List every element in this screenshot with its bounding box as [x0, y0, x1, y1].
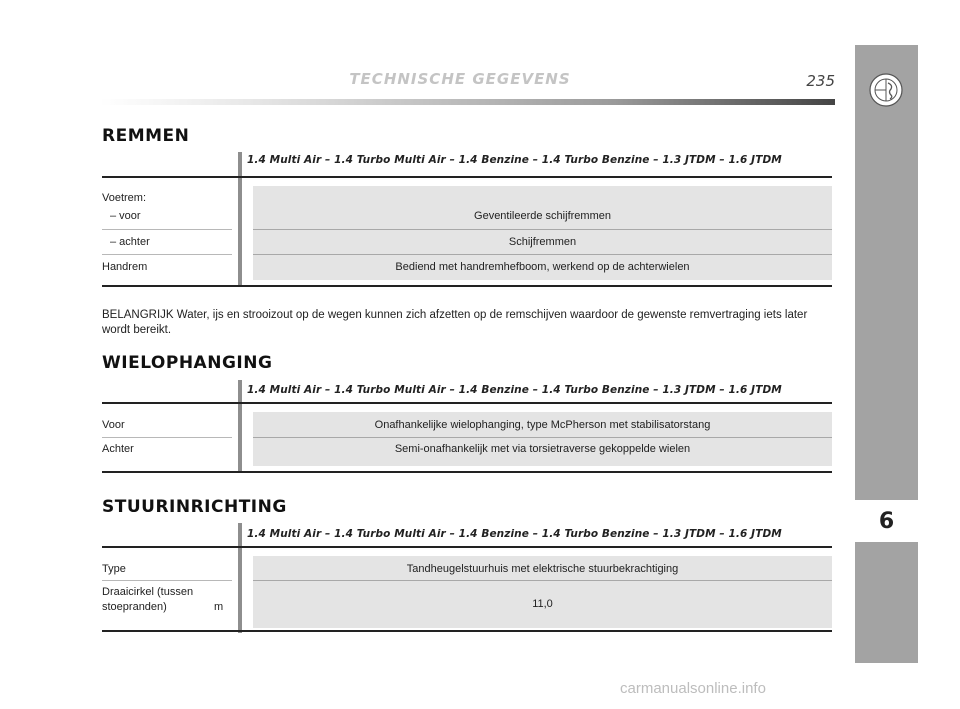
- row-value: Schijfremmen: [508, 236, 577, 248]
- row-label: stoepranden): [102, 601, 167, 613]
- row-value: Tandheugelstuurhuis met elektrische stuurbekrachtiging: [406, 563, 679, 575]
- unit-label: m: [214, 601, 224, 613]
- row-divider: [102, 437, 232, 438]
- row-divider: [102, 254, 232, 255]
- row-value: Geventileerde schijfremmen: [474, 210, 611, 222]
- row-divider: [253, 580, 832, 581]
- row-label: – voor: [110, 210, 141, 222]
- table-bottom-rule: [102, 630, 832, 632]
- row-label: Voetrem:: [102, 192, 147, 204]
- sidebar-band-bottom: [855, 542, 918, 663]
- row-divider: [253, 437, 832, 438]
- row-divider: [253, 254, 832, 255]
- sidebar-band-top: [855, 45, 918, 500]
- row-label: Handrem: [102, 261, 148, 273]
- important-note: BELANGRIJK Water, ijs en strooizout op de wegen kunnen zich afzetten op de remschijven waardoor de gewenste remvertraging iets later wordt bereikt.: [102, 309, 808, 336]
- section-title-wielophanging: WIELOPHANGING: [102, 353, 273, 373]
- page-title: TECHNISCHE GEGEVENS: [349, 70, 571, 88]
- column-divider: [238, 523, 242, 633]
- row-value: Semi-onafhankelijk met via torsietraverse gekoppelde wielen: [394, 443, 691, 455]
- row-divider: [102, 580, 232, 581]
- table-top-rule: [102, 402, 832, 404]
- section-title-remmen: REMMEN: [102, 126, 190, 146]
- page-number: 235: [806, 72, 835, 90]
- table-bottom-rule: [102, 471, 832, 473]
- table-bottom-rule: [102, 285, 832, 287]
- chapter-tab[interactable]: 6: [855, 500, 918, 542]
- watermark: carmanualsonline.info: [620, 680, 766, 697]
- column-divider: [238, 380, 242, 472]
- row-label: Draaicirkel (tussen: [102, 586, 194, 598]
- row-label: Type: [102, 563, 126, 575]
- row-divider: [102, 229, 232, 230]
- variant-header: 1.4 Multi Air – 1.4 Turbo Multi Air – 1.4 Benzine – 1.4 Turbo Benzine – 1.3 JTDM – 1.6 JTDM: [247, 154, 782, 166]
- column-divider: [238, 152, 242, 286]
- row-label: Voor: [102, 419, 125, 431]
- variant-header: 1.4 Multi Air – 1.4 Turbo Multi Air – 1.4 Benzine – 1.4 Turbo Benzine – 1.3 JTDM – 1.6 JTDM: [247, 528, 782, 540]
- variant-header: 1.4 Multi Air – 1.4 Turbo Multi Air – 1.4 Benzine – 1.4 Turbo Benzine – 1.3 JTDM – 1.6 JTDM: [247, 384, 782, 396]
- row-divider: [253, 229, 832, 230]
- section-title-stuurinrichting: STUURINRICHTING: [102, 497, 287, 517]
- header-divider: [100, 99, 835, 105]
- row-label: – achter: [110, 236, 150, 248]
- row-value: Onafhankelijke wielophanging, type McPherson met stabilisatorstang: [374, 419, 711, 431]
- table-top-rule: [102, 546, 832, 548]
- table-top-rule: [102, 176, 832, 178]
- row-value: Bediend met handremhefboom, werkend op de achterwielen: [395, 261, 690, 273]
- alfa-romeo-logo-icon: [869, 73, 903, 107]
- row-value: 11,0: [532, 598, 553, 610]
- row-label: Achter: [102, 443, 134, 455]
